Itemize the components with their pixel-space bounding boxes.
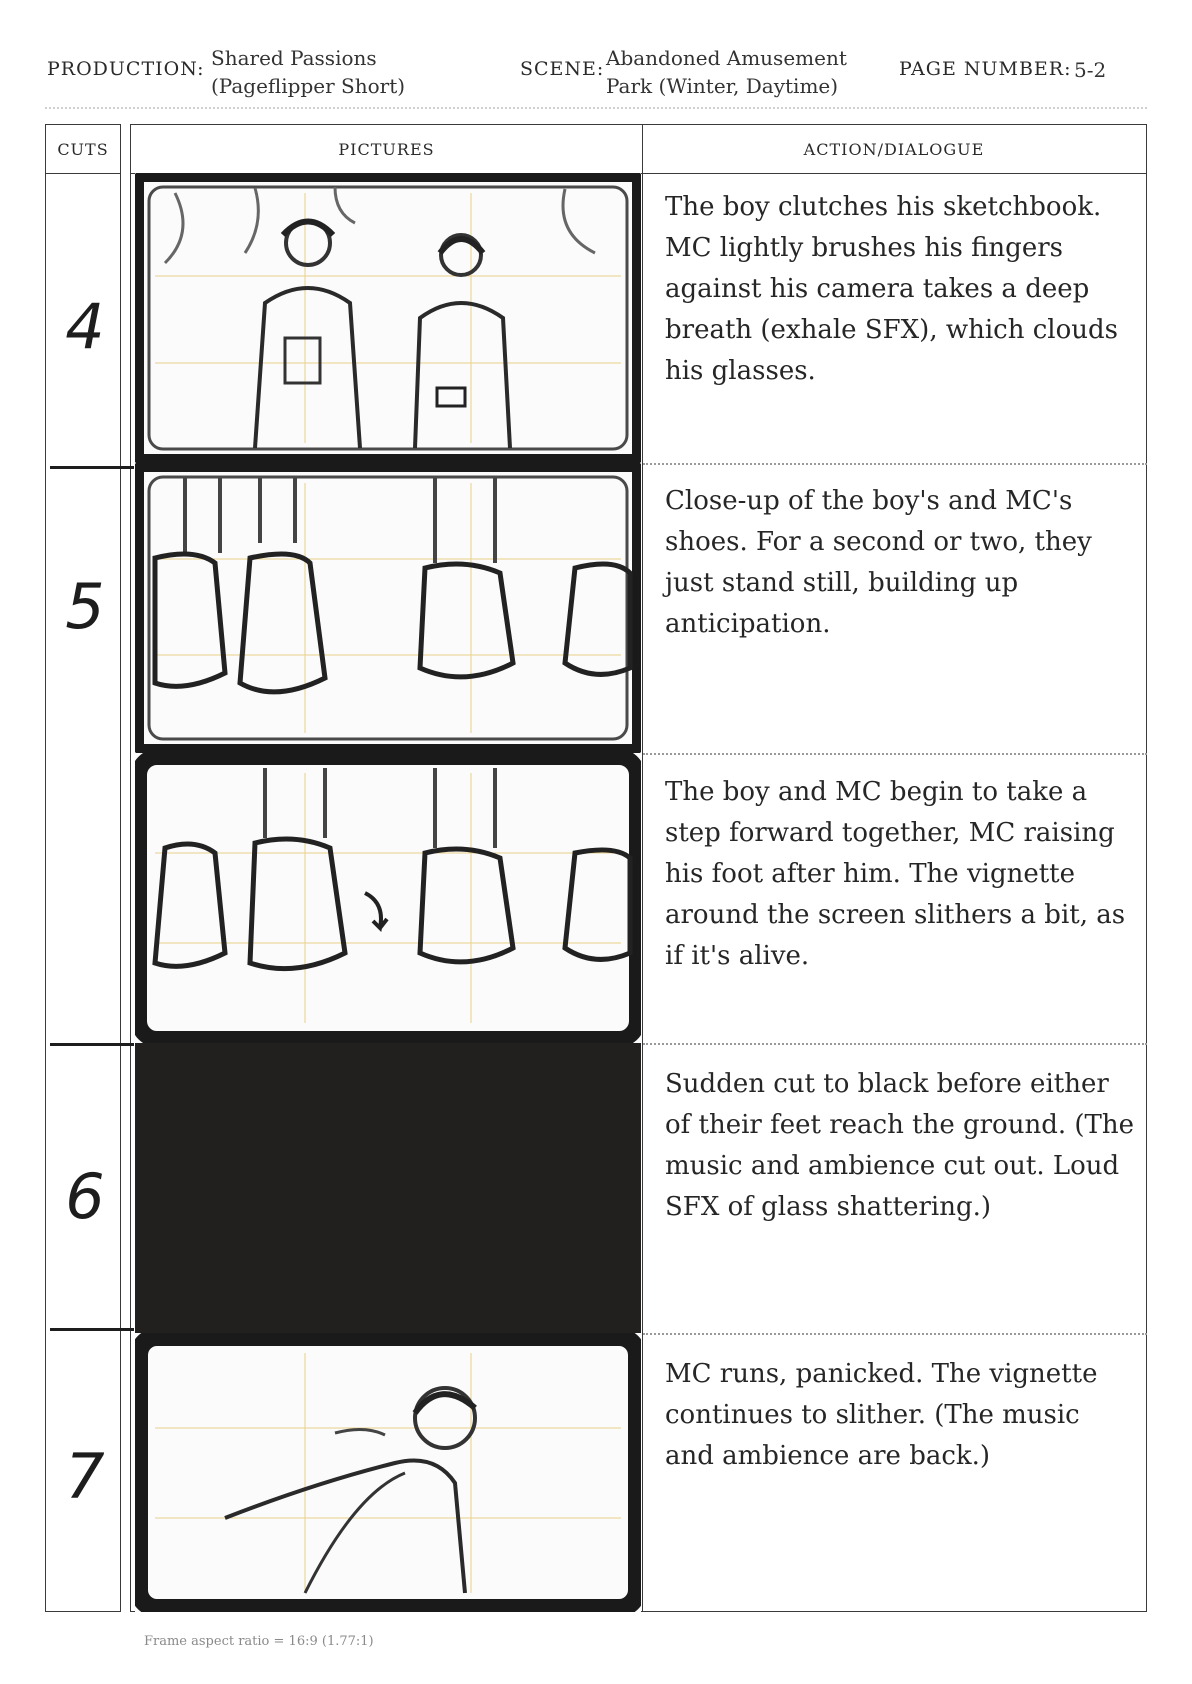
row-separator-4: [643, 1333, 1147, 1335]
storyboard-panel-2: [135, 463, 641, 753]
row-separator-1: [643, 463, 1147, 465]
production-label: PRODUCTION:: [47, 58, 205, 80]
column-divider: [642, 173, 643, 1611]
storyboard-panel-5: [135, 1333, 641, 1612]
action-text-3: The boy and MC begin to take a step forward together, MC raising his foot after him. The vignette around the screen slithers a bit, as if it's alive.: [665, 777, 1126, 971]
panel-1-sketch: [135, 173, 641, 463]
action-text-4: Sudden cut to black before either of their feet reach the ground. (The music and ambience cut out. Loud SFX of glass shattering.): [665, 1069, 1134, 1222]
scene-value-line1: Abandoned Amusement: [606, 46, 847, 70]
panel-3-sketch: [135, 753, 641, 1043]
header-divider: [45, 107, 1147, 109]
pictures-header: PICTURES: [131, 125, 643, 174]
action-text-2: Close-up of the boy's and MC's shoes. For a second or two, they just stand still, building up anticipation.: [665, 486, 1092, 639]
storyboard-panel-4-black: [135, 1043, 641, 1333]
action-dialogue-header: ACTION/DIALOGUE: [642, 125, 1146, 174]
cut-divider-tick: [50, 466, 134, 469]
cut-number-7: 7: [65, 1440, 105, 1513]
scene-label: SCENE:: [520, 58, 605, 80]
row-separator-2: [643, 753, 1147, 755]
cuts-header: CUTS: [46, 125, 120, 174]
action-text-1: The boy clutches his sketchbook. MC lightly brushes his fingers against his camera takes a deep breath (exhale SFX), which clouds his glasses.: [665, 192, 1119, 386]
storyboard-panel-1: [135, 173, 641, 463]
cut-number-4: 4: [65, 290, 105, 363]
production-value-line2: (Pageflipper Short): [211, 74, 406, 98]
panel-2-sketch: [135, 463, 641, 753]
scene-value-line2: Park (Winter, Daytime): [606, 74, 839, 98]
frame-aspect-ratio-note: Frame aspect ratio = 16:9 (1.77:1): [144, 1634, 374, 1649]
storyboard-panel-3: [135, 753, 641, 1043]
cut-number-5: 5: [65, 570, 105, 643]
action-text-5: MC runs, panicked. The vignette continues to slither. (The music and ambience are back.): [665, 1359, 1098, 1471]
row-separator-3: [643, 1043, 1147, 1045]
panel-5-sketch: [135, 1333, 641, 1612]
page-number-label: PAGE NUMBER:: [899, 58, 1072, 80]
cut-number-6: 6: [65, 1160, 105, 1233]
cut-divider-tick: [50, 1328, 134, 1331]
production-value-line1: Shared Passions: [211, 46, 377, 70]
cut-divider-tick: [50, 1043, 134, 1046]
page-number-value: 5-2: [1074, 58, 1107, 82]
